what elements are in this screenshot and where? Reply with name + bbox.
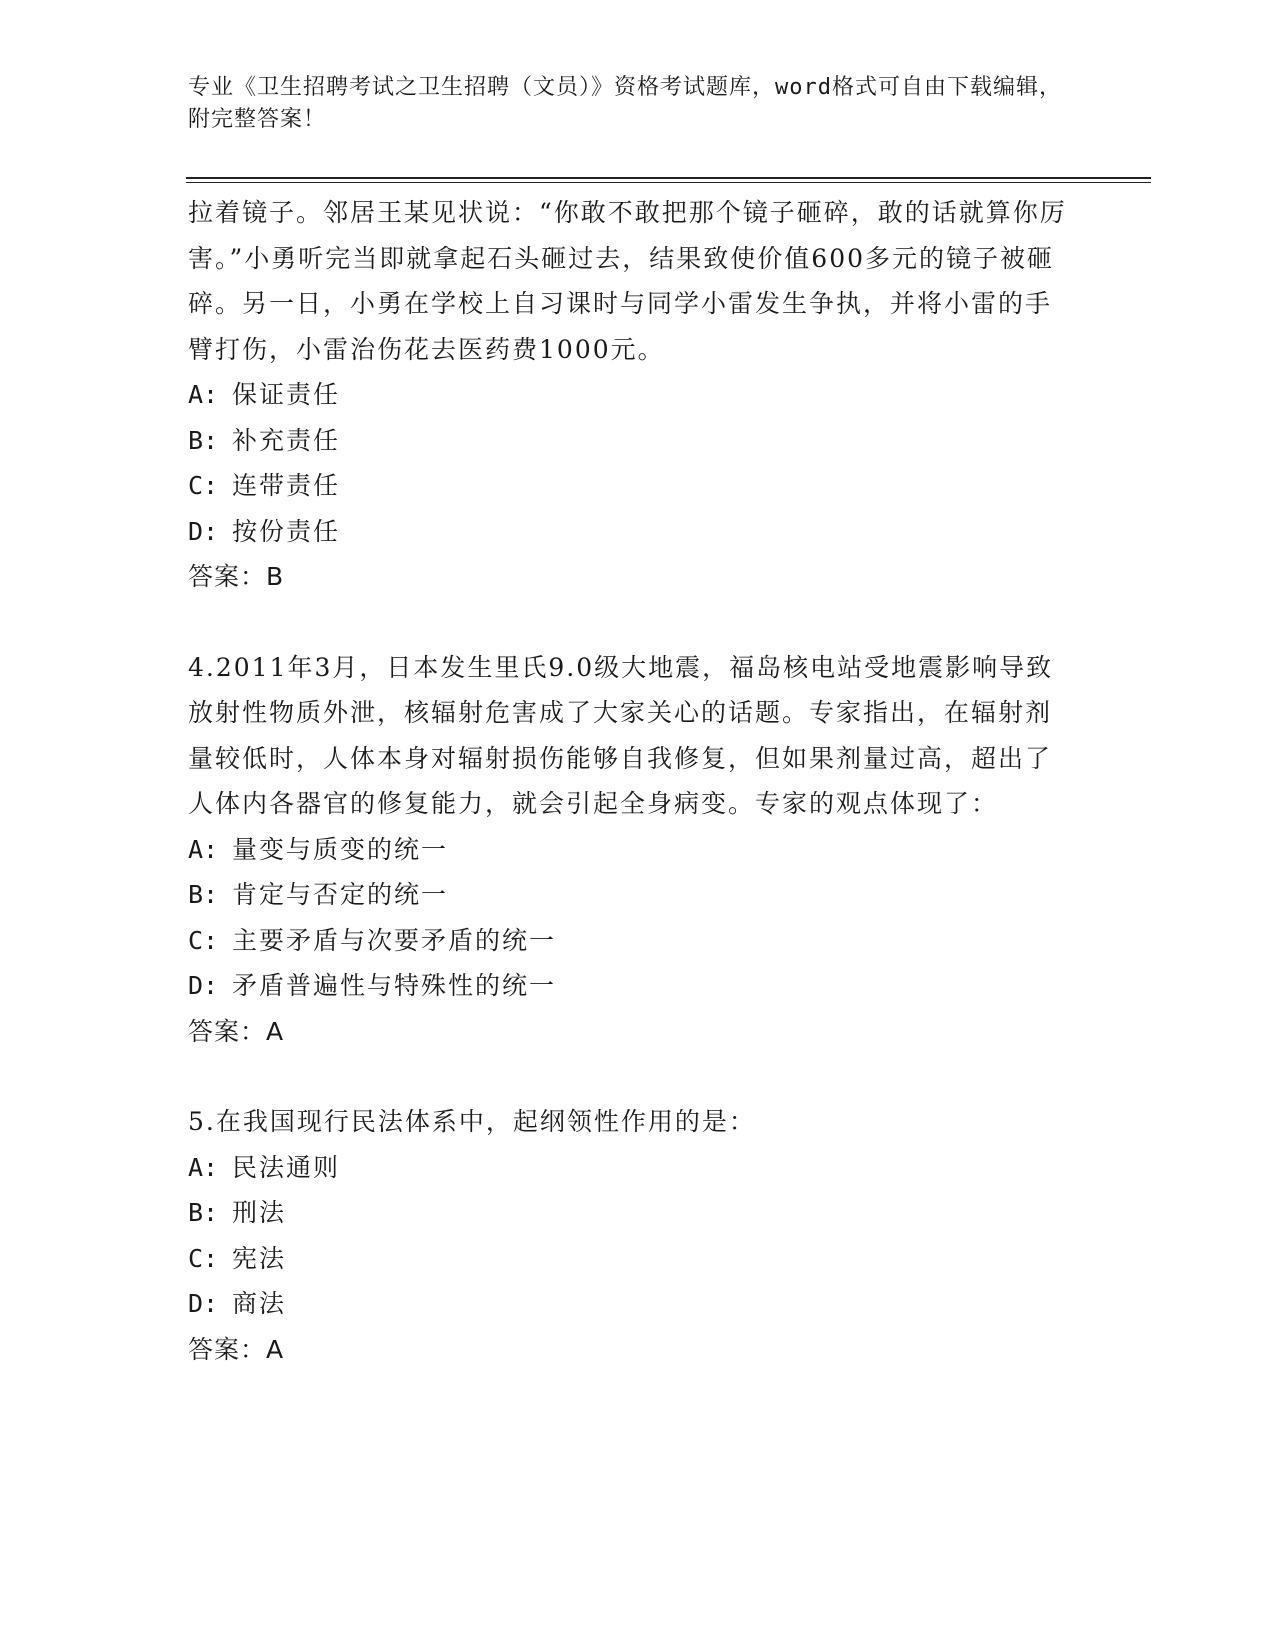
- option-letter: D:: [188, 516, 219, 546]
- option-a: [188, 827, 1068, 873]
- option-letter: A:: [188, 1152, 219, 1182]
- option-text: 商法: [232, 1289, 287, 1318]
- option-text: 刑法: [232, 1198, 287, 1227]
- option-c: [188, 463, 1068, 509]
- header-text: 专业《卫生招聘考试之卫生招聘（文员）》资格考试题库，word格式可自由下载编辑，附完整答案！: [188, 75, 1062, 132]
- option-text: 连带责任: [232, 471, 341, 500]
- option-text: 民法通则: [232, 1152, 341, 1182]
- option-letter: C:: [188, 1243, 219, 1273]
- header-rule-thick: [186, 177, 1151, 179]
- spacer: [188, 600, 1068, 645]
- option-a: [188, 1145, 1068, 1191]
- option-text: 按份责任: [232, 516, 341, 546]
- option-d: [188, 509, 1068, 555]
- answer-line: 答案：A: [188, 1016, 285, 1046]
- option-c: [188, 1236, 1068, 1282]
- option-text: 量变与质变的统一: [232, 834, 449, 864]
- option-text: 肯定与否定的统一: [232, 880, 449, 909]
- page-header: [188, 72, 1068, 136]
- option-b: [188, 872, 1068, 918]
- option-letter: A:: [188, 834, 219, 864]
- option-letter: C:: [188, 925, 219, 955]
- option-text: 矛盾普遍性与特殊性的统一: [232, 971, 557, 1000]
- option-letter: B:: [188, 425, 219, 455]
- option-c: [188, 918, 1068, 964]
- header-rule-thin: [186, 182, 1151, 183]
- question-stem: 4.2011年3月，日本发生里氏9.0级大地震，福岛核电站受地震影响导致放射性物质外泄，核辐射危害成了大家关心的话题。专家指出，在辐射剂量较低时，人体本身对辐射损伤能够自我修复，但如果剂量过高，超出了人体内各器官的修复能力，就会引起全身病变。专家的观点体现了：: [188, 652, 1054, 818]
- option-text: 补充责任: [232, 425, 341, 455]
- option-b: [188, 1190, 1068, 1236]
- option-d: [188, 1281, 1068, 1327]
- option-text: 主要矛盾与次要矛盾的统一: [232, 925, 557, 955]
- option-letter: B:: [188, 1198, 219, 1227]
- option-letter: B:: [188, 880, 219, 909]
- question-block: [188, 645, 1068, 1055]
- answer-line: 答案：A: [188, 1334, 285, 1364]
- option-letter: A:: [188, 380, 219, 409]
- option-letter: C:: [188, 471, 219, 500]
- option-letter: D:: [188, 971, 219, 1000]
- question-stem: 拉着镜子。邻居王某见状说：“你敢不敢把那个镜子砸碎，敢的话就算你厉害。”小勇听完当即就拿起石头砸过去，结果致使价值600多元的镜子被砸碎。另一日，小勇在学校上自习课时与同学小雷发生争执，并将小雷的手臂打伤，小雷治伤花去医药费1000元。: [188, 198, 1067, 364]
- question-block: [188, 190, 1068, 600]
- answer-line: 答案：B: [188, 562, 285, 591]
- question-block: [188, 1099, 1068, 1372]
- option-a: [188, 372, 1068, 418]
- option-text: 宪法: [232, 1243, 287, 1273]
- option-text: 保证责任: [232, 380, 341, 409]
- spacer: [188, 1054, 1068, 1099]
- question-stem: 5.在我国现行民法体系中，起纲领性作用的是：: [188, 1107, 756, 1136]
- question-list: [188, 190, 1068, 1372]
- option-d: [188, 963, 1068, 1009]
- option-b: [188, 418, 1068, 464]
- option-letter: D:: [188, 1289, 219, 1318]
